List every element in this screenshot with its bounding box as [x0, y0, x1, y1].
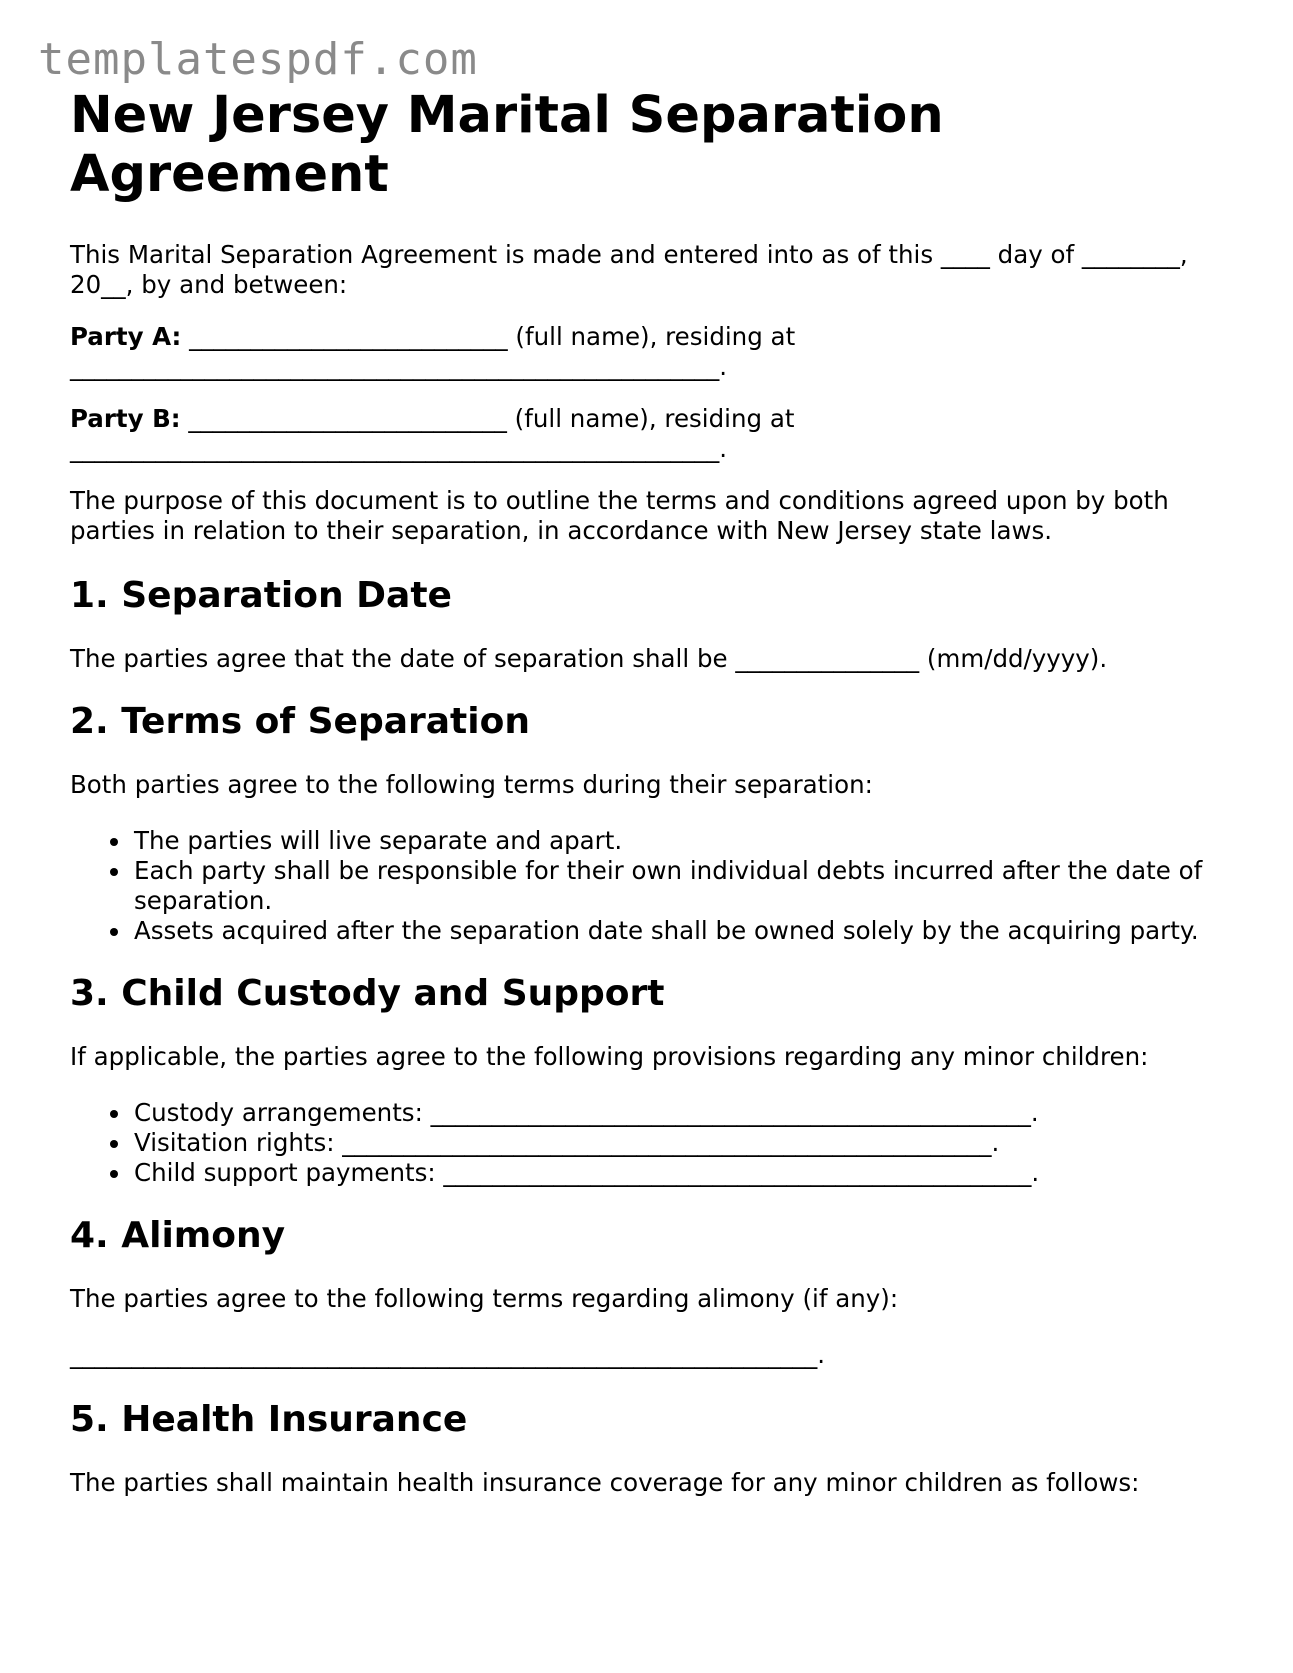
list-item: • Custody arrangements: _________________________________________________.: [132, 1098, 1220, 1128]
watermark-logo: templatespdf.com: [38, 34, 478, 85]
list-item: • Child support payments: ________________________________________________.: [132, 1158, 1220, 1188]
section-3-heading: 3. Child Custody and Support: [70, 973, 665, 1014]
party-b-line: [70, 404, 1220, 464]
list-item: • The parties will live separate and apart.: [132, 826, 1220, 856]
section-5-heading: 5. Health Insurance: [70, 1399, 468, 1440]
alimony-blank-line: _____________________________________________________________.: [70, 1340, 826, 1369]
section-2-list: [70, 826, 1220, 946]
party-a-line: [70, 322, 1220, 382]
party-b-text: __________________________ (full name), residing at _____________________________________________________.: [70, 404, 795, 463]
list-item: • Each party shall be responsible for their own individual debts incurred after the date of separation.: [132, 856, 1220, 916]
party-b-label: Party B:: [70, 404, 181, 433]
party-a-text: __________________________ (full name), residing at _____________________________________________________.: [70, 322, 796, 381]
purpose-paragraph: The purpose of this document is to outline the terms and conditions agreed upon by both parties in relation to their separation, in accordance with New Jersey state laws.: [70, 486, 1169, 545]
section-4-text: The parties agree to the following terms regarding alimony (if any):: [70, 1284, 899, 1313]
list-item: • Assets acquired after the separation date shall be owned solely by the acquiring party.: [132, 916, 1220, 946]
document-page: [70, 86, 1220, 1498]
intro-paragraph: This Marital Separation Agreement is made and entered into as of this ____ day of ________, 20__, by and between:: [70, 240, 1188, 299]
section-5-text: The parties shall maintain health insurance coverage for any minor children as follows:: [70, 1468, 1140, 1497]
document-title: New Jersey Marital Separation Agreement: [70, 86, 944, 204]
section-3-text: If applicable, the parties agree to the following provisions regarding any minor children:: [70, 1042, 1149, 1071]
section-1-heading: 1. Separation Date: [70, 575, 452, 616]
section-3-list: [70, 1098, 1220, 1188]
list-item: • Visitation rights: _____________________________________________________.: [132, 1128, 1220, 1158]
section-2-heading: 2. Terms of Separation: [70, 701, 530, 742]
section-4-heading: 4. Alimony: [70, 1215, 286, 1256]
section-2-text: Both parties agree to the following terms during their separation:: [70, 770, 873, 799]
party-a-label: Party A:: [70, 322, 182, 351]
section-1-text: The parties agree that the date of separation shall be _______________ (mm/dd/yyyy).: [70, 644, 1108, 673]
